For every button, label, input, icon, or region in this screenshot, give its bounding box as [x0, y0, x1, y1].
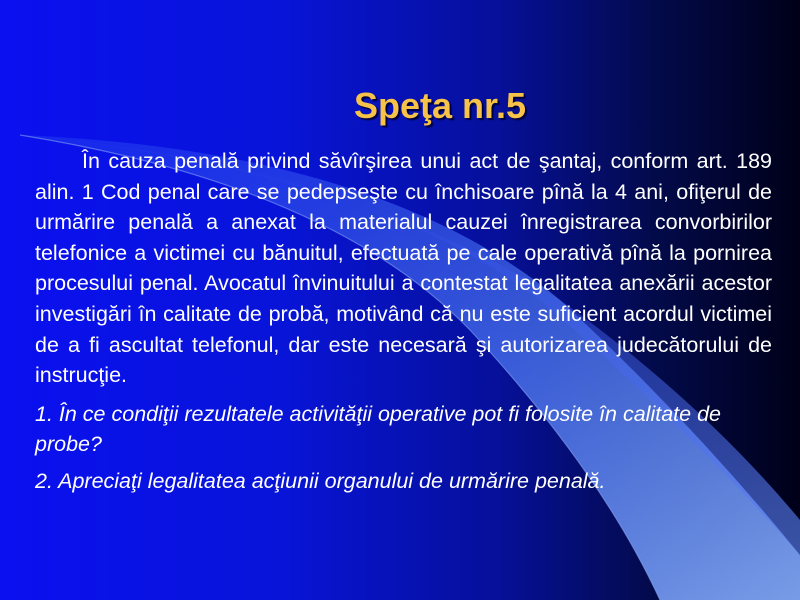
slide-title: Speţa nr.5: [353, 85, 527, 126]
case-paragraph: În cauza penală privind săvîrşirea unui act de şantaj, conform art. 189 alin. 1 Cod penal care se pedepseşte cu închisoare pînă la 4 ani, ofiţerul de urmărire penală a anexat la materialul cauzei înregistrarea convorbirilor telefonice a victimei cu bănuitul, efectuată pe cale operativă pînă la pornirea procesului penal. Avocatul învinuitului a contestat legalitatea anexării acestor investigări în calitate de probă, motivând că nu este suficient acordul victimei de a fi ascultat telefonul, dar este necesară şi autorizarea judecătorului de instrucţie.: [35, 149, 772, 388]
slide-body: [35, 146, 772, 497]
question-2: 2. Apreciaţi legalitatea acţiunii organului de urmărire penală.: [35, 468, 606, 493]
question-1: 1. În ce condiţii rezultatele activităţii operative pot fi folosite în calitate de probe?: [35, 401, 721, 457]
